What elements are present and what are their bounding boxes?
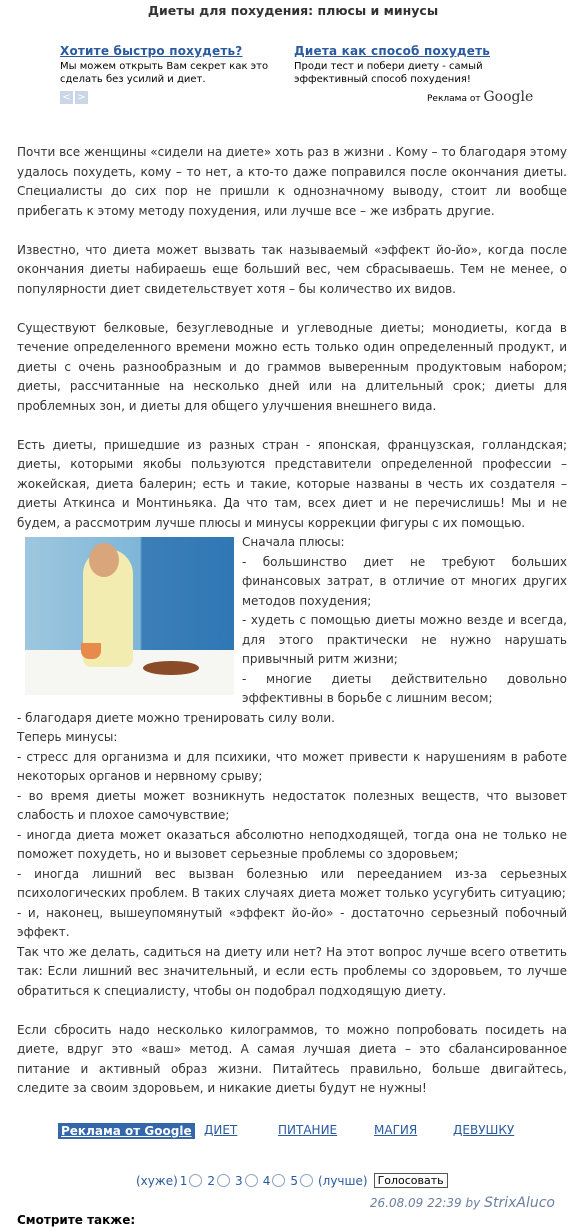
see-also-heading: Смотрите также: [17,1213,136,1227]
next-arrow-icon[interactable]: > [75,91,88,104]
ad-pager [60,91,88,104]
cons-item: - и, наконец, вышеупомянутый «эффект йо-йо» - достаточно серьезный побочный эффект. [17,905,567,939]
article-paragraph-text: Есть диеты, пришедшие из разных стран - японская, французская, голландская; диеты, которыми якобы пользуются представители определенной профессии – жокейская, диета балерин; есть и такие, которые названы в честь их создателя – диеты Аткинса и Монтиньяка. Да что там, всех диет и не перечислишь! Мы и не будем, а рассмотрим лучше плюсы и минусы коррекции фигуры с их помощью. [17,437,567,530]
rating-radio-5[interactable] [300,1174,313,1187]
nav-link-diet[interactable]: ДИЕТ [204,1123,238,1137]
rating-value-label: 2 [207,1173,216,1188]
pros-heading: Сначала плюсы: [242,535,345,549]
article-paragraph: Известно, что диета может вызвать так называемый «эффект йо-йо», когда после окончания диеты набираешь еще больший вес, чем сбрасываешь. Тем не менее, о популярности диет свидетельствует хотя – бы количество их видов. [17,242,567,296]
nav-ads-by-google[interactable]: Реклама от Google [58,1123,195,1139]
pros-item: - большинство диет не требуют больших финансовых затрат, в отличие от многих других методов похудения; [242,554,567,608]
rating-widget [136,1173,448,1188]
rating-worse-label: (хуже) [136,1173,178,1188]
google-logo: Google [483,89,534,105]
cons-item: - во время диеты может возникнуть недостаток полезных веществ, что вызовет слабость и плохое самочувствие; [17,788,567,822]
rating-value-label: 3 [235,1173,243,1188]
rating-value-label: 1 [179,1173,188,1188]
prev-arrow-icon[interactable]: < [60,91,73,104]
cons-item: - иногда диета может оказаться абсолютно неподходящей, тогда она не только не поможет похудеть, но и вызовет серьезные проблемы со здоровьем; [17,827,567,861]
post-author[interactable]: StrixAluco [484,1195,555,1211]
ad-left-headline[interactable]: Хотите быстро похудеть? [60,44,243,58]
ads-by-prefix: Реклама от [427,94,481,104]
article-paragraph [17,436,567,534]
ad-right-text: Проди тест и побери диету - самый эффективный способ похудения! [294,61,483,85]
article-paragraph: Существуют белковые, безуглеводные и углеводные диеты; монодиеты, когда в течение определенного времени можно есть только один определенный продукт, и диеты с очень разнообразным и до граммов выверенным продуктовым набором; диеты, рассчитанные на несколько дней или на длительный срок; диеты для проблемных зон, и диеты для общего улучшения внешнего вида. [17,320,567,413]
cons-heading: Теперь минусы: [17,730,118,744]
pros-item: - худеть с помощью диеты можно везде и всегда, для этого практически не нужно нарушать привычный ритм жизни; [242,613,567,666]
article-photo [25,537,234,695]
cons-item: - иногда лишний вес вызван болезнью или перееданием из-за серьезных психологических проблем. В таких случаях диета может только усугубить ситуацию; [17,866,567,900]
ad-block-right [294,45,519,86]
pros-item: - многие диеты действительно довольно эффективны в борьбе с лишним весом; [242,671,567,705]
post-date: 26.08.09 22:39 [369,1196,462,1210]
rating-better-label: (лучше) [317,1173,368,1188]
page-title: Диеты для похудения: плюсы и минусы [147,3,439,18]
article-paragraph: Почти все женщины «сидели на диете» хоть раз в жизни . Кому – то благодаря этому удалось похудеть, кому – то нет, а кто-то даже поправился после окончания диеты. Специалисты до сих пор не пришли к однозначному выводу, стоит ли вообще прибегать к этому методу похудения, или лучше все – же избрать другие. [17,145,567,218]
article-paragraph: Если сбросить надо несколько килограммов, то можно попробовать посидеть на диете, вдруг это «ваш» метод. А самая лучшая диета – это сбалансированное питание и активный образ жизни. Питайтесь правильно, больше двигайтесь, следите за своим здоровьем, и никакие диеты будут не нужны! [17,1022,567,1095]
rating-value-label: 5 [290,1173,298,1188]
pros-item: - благодаря диете можно тренировать силу воли. [17,710,335,725]
ads-by-google-label[interactable] [427,89,533,105]
ad-block-left [60,45,285,86]
vote-button[interactable]: Голосовать [374,1173,448,1188]
nav-link-nutrition[interactable]: ПИТАНИЕ [278,1123,338,1137]
post-meta [370,1195,555,1211]
article-paragraph: Так что же делать, садиться на диету или нет? На этот вопрос лучше всего ответить так: Если лишний вес значительный, и если есть проблемы со здоровьем, то лучше обратиться к специалисту, чтобы он подобрал подходящую диету. [17,944,567,998]
photo-glass [81,643,101,659]
photo-head [89,543,119,577]
rating-radio-4[interactable] [272,1174,285,1187]
rating-radio-2[interactable] [217,1174,230,1187]
ad-left-text: Мы можем открыть Вам секрет как это сделать без усилий и диет. [60,61,269,85]
rating-radio-1[interactable] [189,1174,202,1187]
rating-radio-3[interactable] [245,1174,258,1187]
nav-link-girl[interactable]: ДЕВУШКУ [453,1123,515,1137]
nav-link-magic[interactable]: МАГИЯ [374,1123,418,1137]
article-body [17,143,567,1118]
post-by: by [465,1196,481,1210]
rating-value-label: 4 [262,1173,271,1188]
cons-item: - стресс для организма и для психики, что может привести к нарушениям в работе некоторых органов и нервному срыву; [17,749,567,783]
ad-right-headline[interactable]: Диета как способ похудеть [294,44,491,58]
photo-plate [143,661,199,675]
